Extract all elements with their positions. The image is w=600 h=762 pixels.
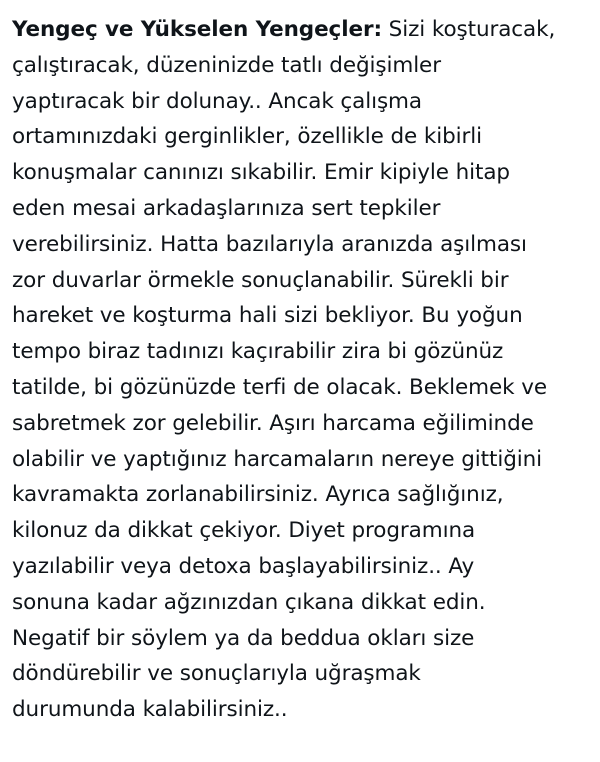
text-line-17: sonuna kadar ağzınızdan çıkana dikkat edin. [12, 589, 486, 615]
text-line-8: zor duvarlar örmekle sonuçlanabilir. Sürekli bir [12, 267, 509, 293]
text-line-11: tatilde, bi gözünüzde terfi de olacak. Beklemek ve [12, 374, 547, 400]
text-line-18: Negatif bir söylem ya da beddua okları size [12, 625, 475, 651]
text-line-4: ortamınızdaki gerginlikler, özellikle de kibirli [12, 124, 482, 150]
text-line-3: yaptıracak bir dolunay.. Ancak çalışma [12, 88, 422, 114]
text-line-15: kilonuz da dikkat çekiyor. Diyet programına [12, 518, 476, 544]
text-line-10: tempo biraz tadınızı kaçırabilir zira bi gözünüz [12, 339, 504, 365]
text-line-1 [12, 12, 598, 48]
text-line-2: çalıştıracak, düzeninizde tatlı değişimler [12, 52, 441, 78]
text-line-9: hareket ve koşturma hali sizi bekliyor. Bu yoğun [12, 303, 523, 329]
text-line-19: döndürebilir ve sonuçlarıyla uğraşmak [12, 661, 421, 687]
text-line-6: eden mesai arkadaşlarınıza sert tepkiler [12, 195, 441, 221]
text-line-5: konuşmalar canınızı sıkabilir. Emir kipiyle hitap [12, 160, 510, 186]
text-line-13: olabilir ve yaptığınız harcamaların nereye gittiğini [12, 446, 543, 472]
text-line-1-rest: Sizi koşturacak, [381, 17, 556, 42]
post-text[interactable] [12, 12, 598, 728]
post-heading: Yengeç ve Yükselen Yengeçler: [12, 17, 382, 42]
text-line-7: verebilirsiniz. Hatta bazılarıyla aranızda aşılması [12, 231, 527, 257]
text-line-16: yazılabilir veya detoxa başlayabilirsiniz.. Ay [12, 553, 475, 579]
text-line-12: sabretmek zor gelebilir. Aşırı harcama eğiliminde [12, 410, 534, 436]
text-line-14: kavramakta zorlanabilirsiniz. Ayrıca sağlığınız, [12, 482, 504, 508]
text-line-20: durumunda kalabilirsiniz.. [12, 697, 288, 723]
